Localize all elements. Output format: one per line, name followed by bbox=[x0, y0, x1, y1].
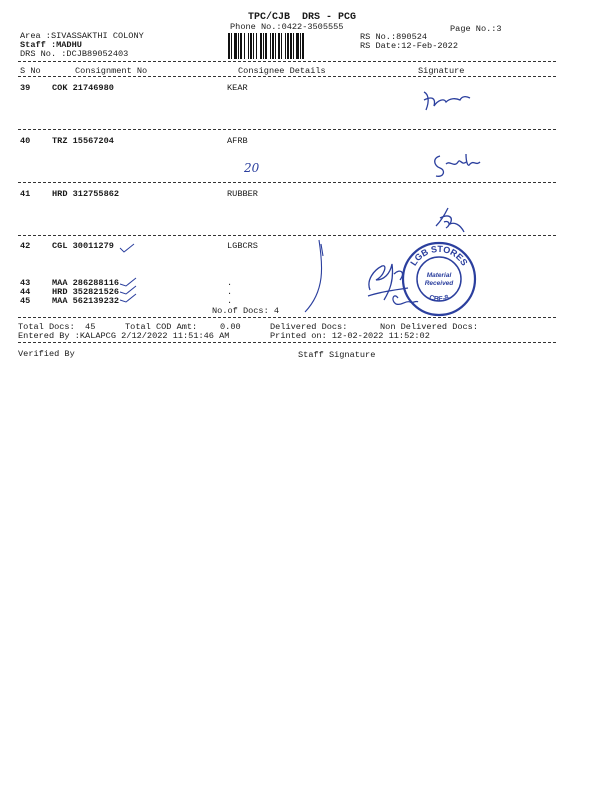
row-sno: 43 bbox=[20, 278, 31, 288]
row-sno: 40 bbox=[20, 136, 31, 146]
signature-row-39 bbox=[418, 88, 478, 118]
stamp-side-text: CBE-8 bbox=[428, 294, 450, 304]
divider bbox=[18, 342, 556, 343]
divider bbox=[18, 61, 556, 62]
col-header-sno: S No bbox=[20, 66, 41, 76]
barcode bbox=[228, 33, 350, 59]
delivered-docs: Delivered Docs: bbox=[270, 322, 348, 332]
row-consignee: LGBCRS bbox=[227, 241, 258, 251]
staff-signature-label: Staff Signature bbox=[298, 350, 376, 360]
rs-number: RS No.:890524 bbox=[360, 32, 428, 42]
phone-number: Phone No.:0422-3505555 bbox=[230, 22, 344, 32]
printed-on: Printed on: 12-02-2022 11:52:02 bbox=[270, 331, 430, 341]
svg-text:LGB STORES bbox=[408, 244, 469, 268]
signature-row-41 bbox=[430, 204, 470, 236]
tick-marks bbox=[118, 240, 158, 310]
row-consignment: MAA 286288116 bbox=[52, 278, 120, 288]
stamp-center-line2: Received bbox=[424, 280, 454, 287]
row-divider bbox=[18, 129, 556, 130]
row-consignee: . bbox=[227, 278, 233, 288]
row-divider bbox=[18, 235, 556, 236]
stamp-center-line1: Material bbox=[426, 272, 452, 279]
verified-by: Verified By bbox=[18, 349, 75, 359]
row-sno: 45 bbox=[20, 296, 31, 306]
row-consignee: . bbox=[227, 296, 233, 306]
total-cod-value: 0.00 bbox=[220, 322, 241, 332]
entered-by: Entered By :KALAPCG 2/12/2022 11:51:46 AM bbox=[18, 331, 230, 341]
divider bbox=[18, 76, 556, 77]
col-header-consignment: Consignment No bbox=[75, 66, 148, 76]
row-consignee: AFRB bbox=[227, 136, 248, 146]
row-divider bbox=[18, 182, 556, 183]
stamp-top-text: LGB STORES bbox=[408, 243, 470, 268]
staff-label: Staff :MADHU bbox=[20, 40, 82, 50]
row-consignment: CGL 30011279 bbox=[52, 241, 114, 251]
non-delivered-docs: Non Delivered Docs: bbox=[380, 322, 478, 332]
row-consignment: MAA 562139232 bbox=[52, 296, 120, 306]
row-sno: 41 bbox=[20, 189, 31, 199]
total-cod-label: Total COD Amt: bbox=[125, 322, 198, 332]
document-title: TPC/CJB DRS - PCG bbox=[248, 12, 357, 23]
row-consignment: TRZ 15567204 bbox=[52, 136, 114, 146]
row-sno: 42 bbox=[20, 241, 31, 251]
row-sno: 39 bbox=[20, 83, 31, 93]
col-header-consignee: Consignee Details bbox=[238, 66, 326, 76]
area-label: Area :SIVASSAKTHI COLONY bbox=[20, 31, 144, 41]
stamp bbox=[400, 240, 478, 318]
drs-number: DRS No. :DCJB89052403 bbox=[20, 49, 129, 59]
row-consignment: HRD 312755862 bbox=[52, 189, 120, 199]
col-header-signature: Signature bbox=[418, 66, 465, 76]
handwritten-note: 20 bbox=[244, 161, 260, 175]
row-consignment: COK 21746980 bbox=[52, 83, 114, 93]
group-docs-count: No.of Docs: 4 bbox=[212, 306, 280, 316]
ink-line bbox=[295, 236, 335, 316]
row-consignment: HRD 352821526 bbox=[52, 287, 120, 297]
svg-text:CBE-8 bbox=[428, 294, 450, 303]
row-sno: 44 bbox=[20, 287, 31, 297]
rs-date: RS Date:12-Feb-2022 bbox=[360, 41, 458, 51]
row-consignee: . bbox=[227, 287, 233, 297]
signature-row-40 bbox=[430, 148, 490, 180]
row-consignee: RUBBER bbox=[227, 189, 258, 199]
total-docs: Total Docs: 45 bbox=[18, 322, 96, 332]
page-number: Page No.:3 bbox=[450, 24, 502, 34]
row-consignee: KEAR bbox=[227, 83, 248, 93]
